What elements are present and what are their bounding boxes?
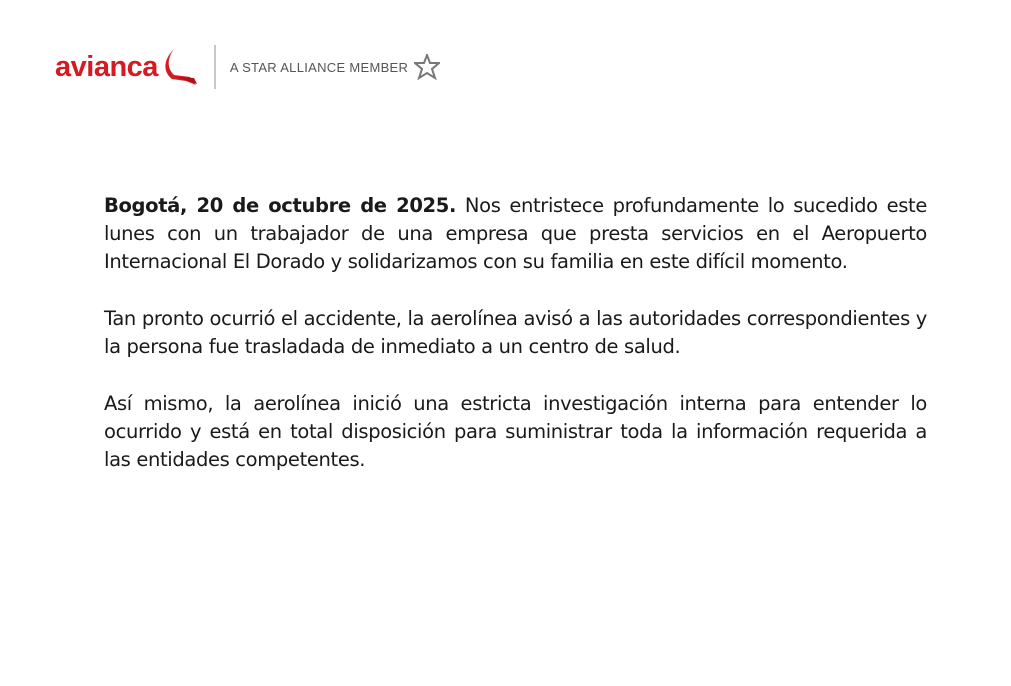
press-release-body [104, 192, 927, 503]
paragraph-2: Tan pronto ocurrió el accidente, la aerolínea avisó a las autoridades correspondientes y la persona fue trasladada de inmediato a un centro de salud. [104, 307, 927, 358]
star-alliance-text: A STAR ALLIANCE MEMBER [229, 59, 409, 75]
avianca-logo-text: avianca [55, 50, 158, 83]
avianca-wing-icon [160, 47, 198, 87]
paragraph-1 [104, 192, 927, 276]
paragraph-text: Nos entristece profundamente lo sucedido este lunes con un trabajador de una empresa que presta servicios en el Aeropuerto Internacional El Dorado y solidarizamos con su familia en este difícil momento. [104, 194, 928, 273]
header-divider [214, 45, 216, 89]
dateline: Bogotá, 20 de octubre de 2025. [104, 194, 457, 217]
paragraph-3: Así mismo, la aerolínea inició una estricta investigación interna para entender lo ocurrido y está en total disposición para suministrar toda la información requerida a las entidades competentes. [104, 392, 927, 471]
star-alliance-icon [414, 54, 440, 80]
letterhead [55, 44, 440, 90]
